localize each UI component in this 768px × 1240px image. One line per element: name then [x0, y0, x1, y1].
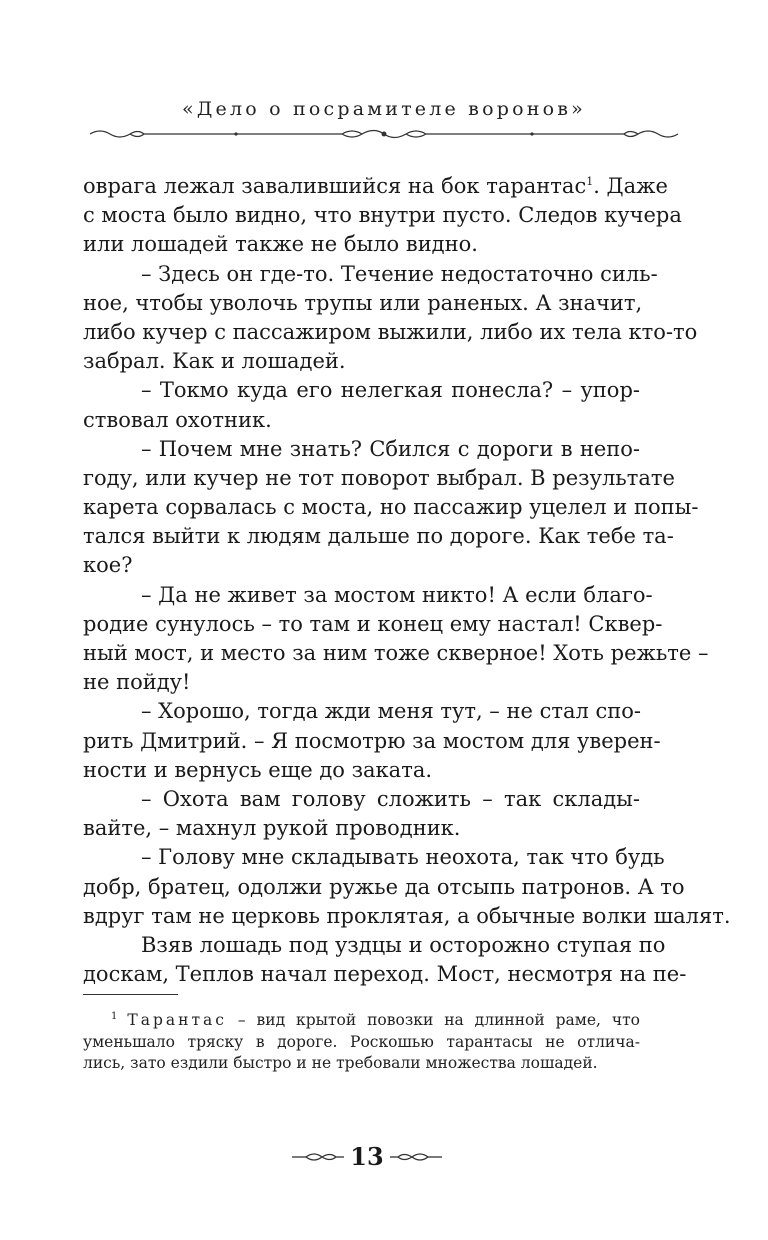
text-line-1-end: . Даже	[593, 174, 668, 198]
text-line: или лошадей также не было видно.	[83, 232, 478, 257]
page-number-ornament-left-icon	[290, 1150, 346, 1164]
text-line-1	[83, 172, 668, 201]
text-line: вдруг там не церковь проклятая, а обычные волки шалят.	[83, 903, 731, 928]
footnote-mark: 1	[111, 1010, 118, 1022]
text-line: – Почем мне знать? Сбился с дороги в непо-	[141, 436, 640, 461]
text-line: рить Дмитрий. – Я посмотрю за мостом для уверен-	[83, 728, 661, 753]
footnote-rule	[83, 994, 178, 995]
text-line: с моста было видно, что внутри пусто. Следов кучера	[83, 203, 682, 228]
footnote-line-1-rest: – вид крытой повозки на длинной раме, что	[226, 1011, 640, 1029]
body-text	[83, 172, 731, 989]
text-line: Взяв лошадь под уздцы и осторожно ступая по	[141, 932, 666, 957]
text-line: добр, братец, одолжи ружье да отсыпь патронов. А то	[83, 874, 685, 899]
page-number-ornament-right-icon	[388, 1150, 444, 1164]
text-line: доскам, Теплов начал переход. Мост, несмотря на пе-	[83, 962, 687, 987]
text-line: тался выйти к людям дальше по дороге. Как тебе та-	[83, 524, 674, 549]
footnote-term: Тарантас	[127, 1011, 227, 1029]
text-line: – Охота вам голову сложить – так склады-	[141, 786, 640, 811]
footnote	[83, 1010, 640, 1075]
text-line: – Здесь он где-то. Течение недостаточно силь-	[141, 261, 658, 286]
text-line: карета сорвалась с моста, но пассажир уцелел и попы-	[83, 495, 699, 520]
running-title: «Дело о посрамителе воронов»	[182, 98, 586, 120]
footnote-line: уменьшало тряску в дороге. Роскошью тарантасы не отлича-	[83, 1032, 640, 1051]
page-footer	[0, 1142, 768, 1172]
text-line: родие сунулось – то там и конец ему настал! Сквер-	[83, 611, 663, 636]
footnote-line-1	[83, 1010, 640, 1032]
text-line: – Голову мне складывать неохота, так что будь	[141, 845, 665, 870]
text-line: году, или кучер не тот поворот выбрал. В результате	[83, 465, 675, 490]
text-line: – Токмо куда его нелегкая понесла? – упор-	[141, 378, 640, 403]
page-number: 13	[350, 1142, 384, 1171]
text-line: либо кучер с пассажиром выжили, либо их тела кто-то	[83, 319, 698, 344]
text-line-1-start: оврага лежал завалившийся на бок тарантас	[83, 174, 587, 198]
text-line: забрал. Как и лошадей.	[83, 349, 346, 374]
text-line: ствовал охотник.	[83, 407, 272, 432]
footnote-reference: 1	[586, 175, 594, 188]
text-line: – Хорошо, тогда жди меня тут, – не стал спо-	[141, 699, 641, 724]
header-ornament-divider	[86, 126, 682, 142]
text-line: – Да не живет за мостом никто! А если благо-	[141, 582, 653, 607]
text-line: ности и вернусь еще до заката.	[83, 757, 433, 782]
text-line: ное, чтобы уволочь трупы или раненых. А значит,	[83, 290, 643, 315]
text-line: кое?	[83, 553, 133, 578]
footnote-line: лись, зато ездили быстро и не требовали множества лошадей.	[83, 1054, 598, 1072]
text-line: ный мост, и место за ним тоже скверное! Хоть режьте –	[83, 641, 709, 665]
text-line: не пойду!	[83, 670, 191, 695]
text-line: вайте, – махнул рукой проводник.	[83, 816, 461, 841]
